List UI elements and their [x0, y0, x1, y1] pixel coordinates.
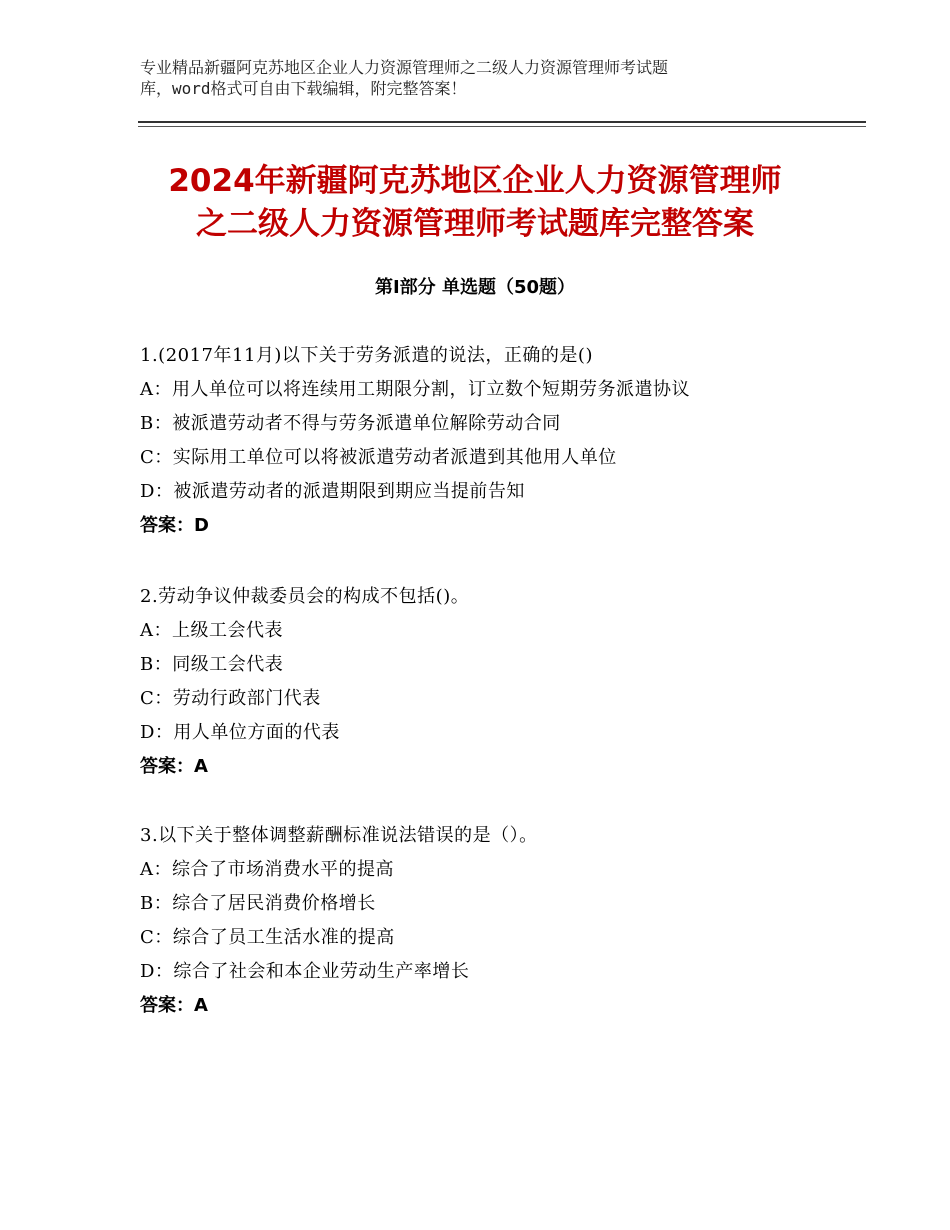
option-b: B：综合了居民消费价格增长	[140, 893, 376, 914]
option-d: D：综合了社会和本企业劳动生产率增长	[140, 961, 470, 982]
option-a: A：上级工会代表	[140, 620, 283, 641]
question-3	[140, 819, 860, 1023]
header-note-line-1: 专业精品新疆阿克苏地区企业人力资源管理师之二级人力资源管理师考试题	[140, 58, 669, 77]
option-a: A：综合了市场消费水平的提高	[140, 859, 394, 880]
answer: 答案：A	[140, 756, 208, 777]
header-rule-thin	[138, 126, 866, 127]
question-1	[140, 339, 860, 543]
answer: 答案：D	[140, 515, 209, 536]
question-2	[140, 580, 860, 784]
question-stem: 2.劳动争议仲裁委员会的构成不包括()。	[140, 586, 470, 607]
header-rule-thick	[138, 121, 866, 123]
document-title	[100, 160, 850, 246]
answer: 答案：A	[140, 995, 208, 1016]
option-d: D：被派遣劳动者的派遣期限到期应当提前告知	[140, 481, 525, 502]
document-title-line-1: 2024年新疆阿克苏地区企业人力资源管理师	[168, 163, 782, 199]
question-stem: 1.(2017年11月)以下关于劳务派遣的说法，正确的是()	[140, 345, 593, 366]
option-c: C：综合了员工生活水准的提高	[140, 927, 395, 948]
question-stem: 3.以下关于整体调整薪酬标准说法错误的是（）。	[140, 825, 538, 846]
header-note	[140, 57, 780, 99]
option-a: A：用人单位可以将连续用工期限分割，订立数个短期劳务派遣协议	[140, 379, 690, 400]
option-b: B：被派遣劳动者不得与劳务派遣单位解除劳动合同	[140, 413, 561, 434]
document-title-line-2: 之二级人力资源管理师考试题库完整答案	[196, 206, 754, 242]
option-b: B：同级工会代表	[140, 654, 284, 675]
option-c: C：劳动行政部门代表	[140, 688, 321, 709]
option-c: C：实际用工单位可以将被派遣劳动者派遣到其他用人单位	[140, 447, 617, 468]
section-title: 第Ⅰ部分 单选题（50题）	[374, 277, 575, 298]
header-note-line-2: 库，word格式可自由下载编辑，附完整答案！	[140, 79, 467, 98]
option-d: D：用人单位方面的代表	[140, 722, 340, 743]
